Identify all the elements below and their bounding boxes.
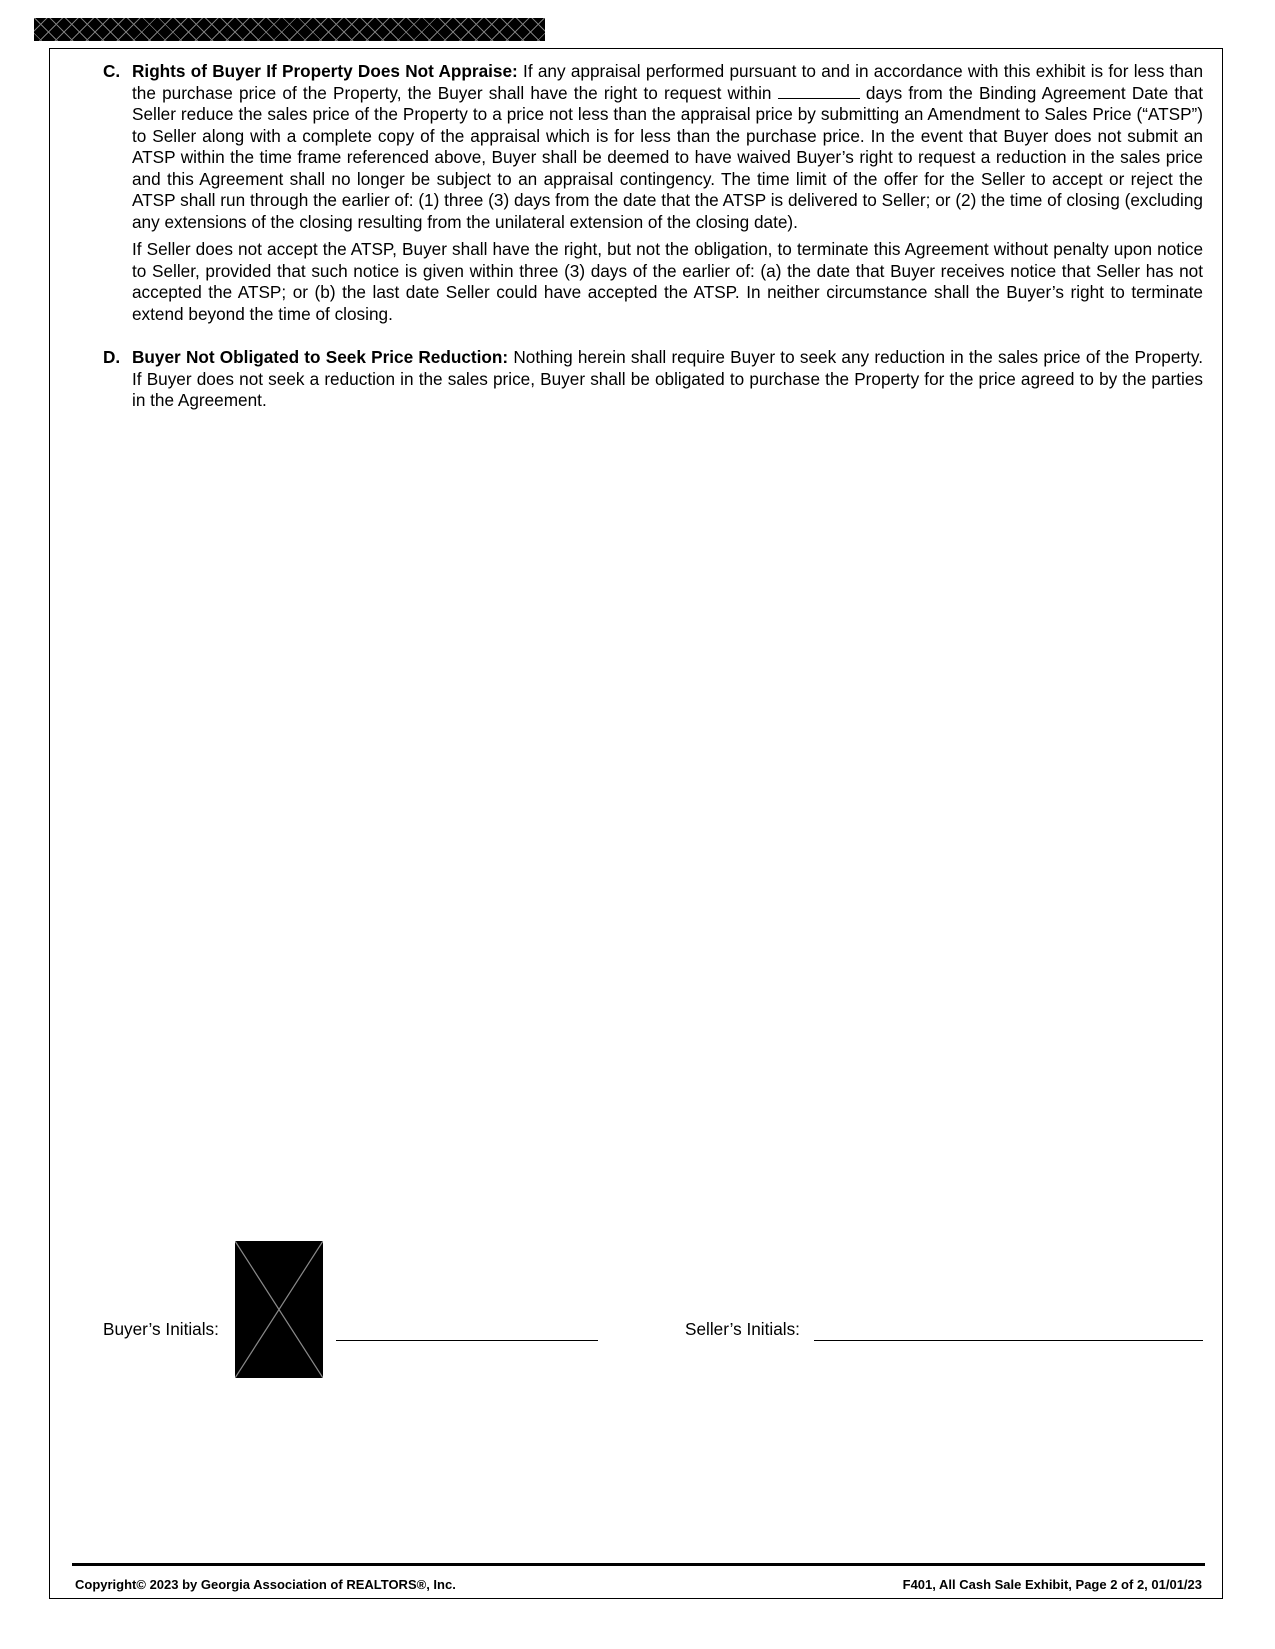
seller-initials-label: Seller’s Initials: [685, 1319, 800, 1339]
section-c-body [132, 61, 1203, 325]
section-c-paragraph-1 [132, 61, 1203, 233]
section-d-paragraph [132, 347, 1203, 412]
seller-initials-line[interactable] [814, 1340, 1203, 1341]
section-c-heading: Rights of Buyer If Property Does Not Appraise: [132, 61, 518, 81]
section-d [103, 347, 1203, 412]
days-blank-field[interactable] [778, 84, 860, 99]
section-c-text-part2: days from the Binding Agreement Date that Seller reduce the sales price of the Property to a price not less than the appraisal price by submitting an Amendment to Sales Price (“ATSP”) to Seller along with a complete copy of the appraisal which is for less than the purchase price. In the event that Buyer does not submit an ATSP within the time frame referenced above, Buyer shall be deemed to have waived Buyer’s right to request a reduction in the sales price and this Agreement shall no longer be subject to an appraisal contingency. The time limit of the offer for the Seller to accept or reject the ATSP shall run through the earlier of: (1) three (3) days from the date that the ATSP is delivered to Seller; or (2) the time of closing (excluding any extensions of the closing resulting from the unilateral extension of the closing date). [132, 82, 1203, 232]
section-d-letter: D. [103, 347, 121, 367]
footer-form-id: F401, All Cash Sale Exhibit, Page 2 of 2, 01/01/23 [902, 1577, 1202, 1592]
section-c [103, 61, 1203, 325]
buyer-initials-line[interactable] [336, 1340, 598, 1341]
footer-rule [72, 1563, 1205, 1566]
section-d-body [132, 347, 1203, 412]
redacted-initials-box [235, 1241, 323, 1378]
buyer-initials-label: Buyer’s Initials: [103, 1319, 219, 1339]
footer-copyright: Copyright© 2023 by Georgia Association of REALTORS®, Inc. [75, 1577, 456, 1592]
redaction-bar [34, 18, 545, 41]
section-d-heading: Buyer Not Obligated to Seek Price Reduction: [132, 347, 509, 367]
section-d-text: Nothing herein shall require Buyer to seek any reduction in the sales price of the Property. If Buyer does not seek a reduction in the sales price, Buyer shall be obligated to purchase the Property for the price agreed to by the parties in the Agreement. [132, 347, 1203, 410]
section-c-text-part1: If any appraisal performed pursuant to and in accordance with this exhibit is for less than the purchase price of the Property, the Buyer shall have the right to request within [132, 61, 1204, 103]
section-c-paragraph-2: If Seller does not accept the ATSP, Buyer shall have the right, but not the obligation, to terminate this Agreement without penalty upon notice to Seller, provided that such notice is given within three (3) days of the earlier of: (a) the date that Buyer receives notice that Seller has not accepted the ATSP; or (b) the last date Seller could have accepted the ATSP. In neither circumstance shall the Buyer’s right to terminate extend beyond the time of closing. [132, 239, 1203, 324]
section-c-letter: C. [103, 61, 121, 81]
